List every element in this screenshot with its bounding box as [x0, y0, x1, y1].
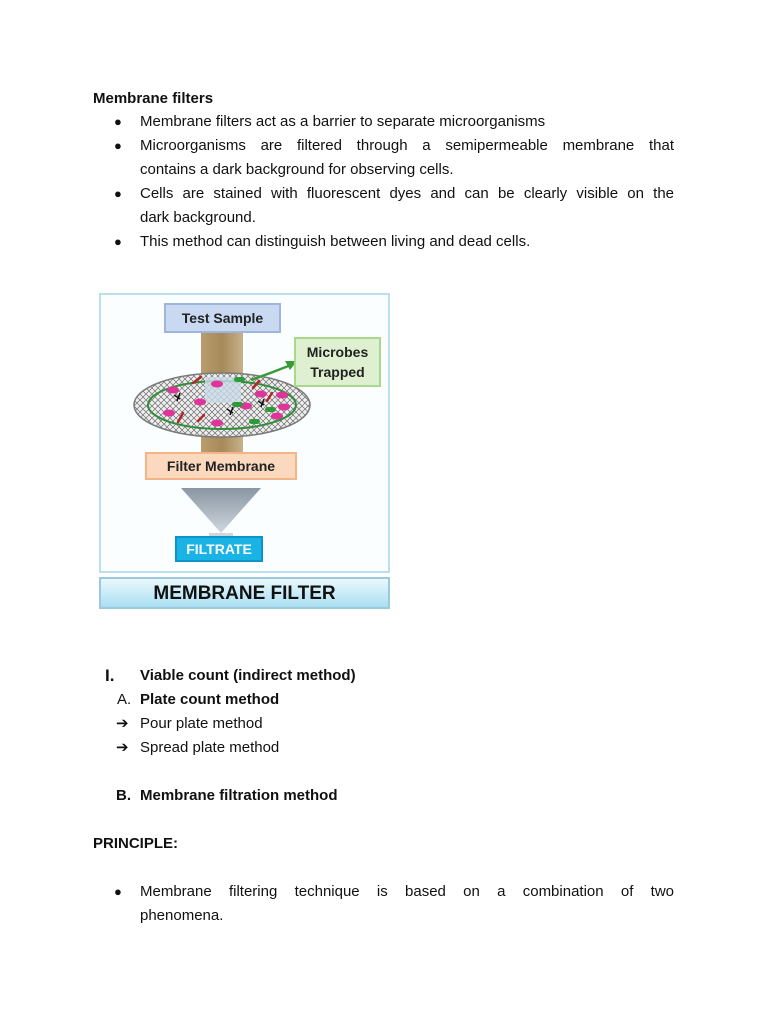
funnel-arrow — [181, 488, 261, 533]
list-item: Pour plate method — [140, 715, 263, 732]
list-item: Microorganisms are filtered through a semipermeable membrane that — [140, 137, 674, 154]
list-item: Spread plate method — [140, 739, 280, 756]
arrow-bullet-icon: ➔ — [116, 739, 129, 756]
list-item: Cells are stained with fluorescent dyes and can be clearly visible on the — [140, 185, 674, 202]
microbes-trapped-line2: Trapped — [310, 364, 365, 380]
figure-caption: MEMBRANE FILTER — [99, 577, 390, 609]
list-item: Membrane filters act as a barrier to separate microorganisms — [140, 113, 546, 130]
microbes-trapped-line1: Microbes — [306, 344, 369, 360]
bullet-icon: ● — [114, 234, 122, 249]
list-item: Membrane filtering technique is based on a combination of two — [140, 883, 674, 900]
filtrate-label: FILTRATE — [175, 536, 263, 562]
bullet-icon: ● — [114, 138, 122, 153]
list-marker-a: A. — [117, 691, 132, 708]
list-item: This method can distinguish between living and dead cells. — [140, 233, 531, 250]
bullet-icon: ● — [114, 186, 122, 201]
section-title-viable-count: Viable count (indirect method) — [140, 667, 356, 684]
arrow-bullet-icon: ➔ — [116, 715, 129, 732]
list-item-continuation: phenomena. — [140, 907, 224, 924]
principle-heading: PRINCIPLE: — [93, 835, 179, 852]
list-item-continuation: contains a dark background for observing cells. — [140, 161, 454, 178]
list-item-continuation: dark background. — [140, 209, 256, 226]
membrane-filter-figure — [99, 293, 390, 573]
bullet-icon: ● — [114, 884, 122, 899]
test-sample-label: Test Sample — [164, 303, 281, 333]
microbes-trapped-label — [294, 337, 381, 387]
section-title-membrane-filters: Membrane filters — [93, 90, 214, 107]
bullet-icon: ● — [114, 114, 122, 129]
filter-membrane-label: Filter Membrane — [145, 452, 297, 480]
subsection-title-plate-count: Plate count method — [140, 691, 280, 708]
roman-numeral: I. — [105, 666, 115, 685]
subsection-title-membrane-filtration: Membrane filtration method — [140, 787, 338, 804]
list-marker-b: B. — [116, 787, 131, 804]
